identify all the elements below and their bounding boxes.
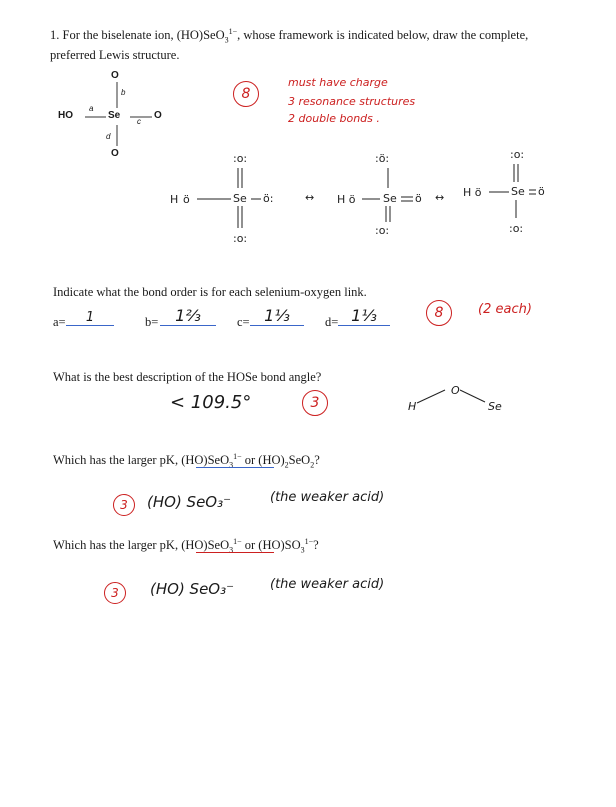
bond-a-label: a= bbox=[53, 315, 66, 329]
score-pk1-circle: 3 bbox=[113, 494, 135, 516]
note-charge: must have charge bbox=[288, 76, 388, 89]
pk1-answer: (HO) SeO₃⁻ bbox=[147, 493, 232, 511]
score-angle-circle: 3 bbox=[302, 390, 328, 416]
svg-text:Se: Se bbox=[233, 192, 247, 205]
angle-sketch-o: O bbox=[451, 384, 460, 397]
bond-d-answer: 1⅓ bbox=[338, 306, 390, 326]
bond-c-label: c= bbox=[237, 315, 250, 329]
se-atom: Se bbox=[108, 110, 121, 121]
note-resonance: 3 resonance structures bbox=[288, 95, 416, 108]
resonance-structures-sketch bbox=[165, 140, 585, 250]
note-double-bonds: 2 double bonds . bbox=[288, 112, 380, 125]
svg-text:H: H bbox=[170, 193, 179, 206]
svg-text::o:: :o: bbox=[375, 224, 390, 237]
pk2-prompt: Which has the larger pK, (HO)SeO$_3^{1-}$ or $(HO)SO_3^{1-}$? bbox=[53, 537, 319, 555]
bond-order-prompt: Indicate what the bond order is for each selenium-oxygen link. bbox=[53, 285, 367, 299]
angle-sketch-h: H bbox=[408, 400, 417, 413]
score-pk2-circle: 3 bbox=[104, 582, 126, 604]
svg-text::o:: :o: bbox=[509, 222, 524, 235]
bond-order-note: (2 each) bbox=[478, 302, 532, 317]
ho-group: HO bbox=[58, 110, 73, 121]
o-top-atom: O bbox=[111, 70, 119, 81]
svg-text:H ö: H ö bbox=[337, 193, 356, 206]
bond-d-label: d= bbox=[325, 315, 339, 329]
svg-text::o:: :o: bbox=[233, 152, 248, 165]
svg-text::o:: :o: bbox=[510, 148, 525, 161]
question-1-text: 1. For the biselenate ion, (HO)SeO$_3^{1-}$, whose framework is indicated below, draw the complete, preferred Lewis structure. bbox=[50, 27, 529, 62]
pk1-prompt: Which has the larger pK, (HO)SeO$_3^{1-}$ or $(HO)_2SeO_2$? bbox=[53, 452, 320, 470]
o-right-atom: O bbox=[154, 110, 162, 121]
bond-label-b: b bbox=[121, 88, 126, 97]
o-bottom-atom: O bbox=[111, 148, 119, 159]
angle-answer: < 109.5° bbox=[170, 392, 252, 413]
svg-text:H ö: H ö bbox=[463, 186, 482, 199]
pk1-underline bbox=[196, 467, 274, 468]
pk2-note: (the weaker acid) bbox=[270, 577, 385, 592]
bond-a-answer: 1 bbox=[66, 310, 114, 326]
svg-text:ö: ö bbox=[538, 185, 545, 198]
svg-text:ö: ö bbox=[183, 193, 190, 206]
svg-text:ö: ö bbox=[415, 192, 422, 205]
bond-b-label: b= bbox=[145, 315, 159, 329]
svg-text:↔: ↔ bbox=[305, 191, 315, 204]
score-lewis-circle: 8 bbox=[233, 81, 259, 107]
angle-prompt: What is the best description of the HOSe bond angle? bbox=[53, 370, 322, 384]
bond-label-a: a bbox=[89, 104, 94, 113]
svg-text:Se: Se bbox=[383, 192, 397, 205]
bond-label-c: c bbox=[137, 117, 141, 126]
svg-text:ö:: ö: bbox=[263, 192, 274, 205]
svg-text::ö:: :ö: bbox=[375, 152, 390, 165]
svg-text:↔: ↔ bbox=[435, 191, 445, 204]
bond-c-answer: 1⅓ bbox=[250, 306, 304, 326]
bond-label-d: d bbox=[106, 132, 111, 141]
pk2-answer: (HO) SeO₃⁻ bbox=[150, 580, 235, 598]
bond-b-answer: 1⅔ bbox=[160, 306, 216, 326]
angle-sketch-se: Se bbox=[488, 400, 502, 413]
svg-text::o:: :o: bbox=[233, 232, 248, 245]
svg-text:Se: Se bbox=[511, 185, 525, 198]
pk1-note: (the weaker acid) bbox=[270, 490, 385, 505]
pk2-underline bbox=[196, 552, 274, 553]
score-bond-order-circle: 8 bbox=[426, 300, 452, 326]
